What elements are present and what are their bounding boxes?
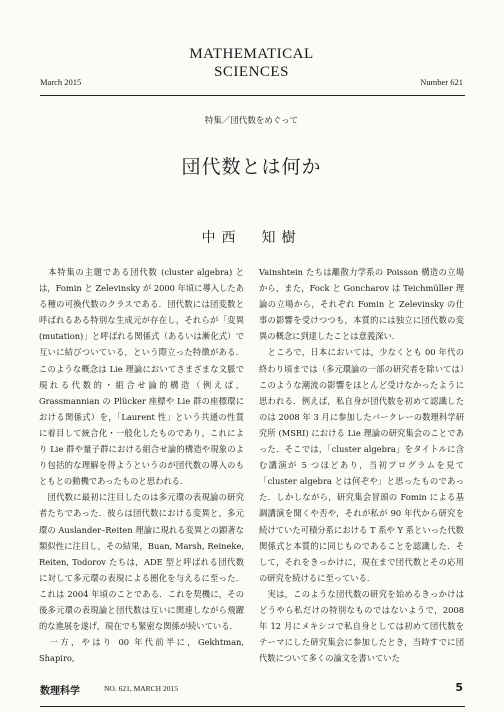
series-label: 特集／団代数をめぐって [204, 116, 299, 126]
paragraph: 一方，やはり 00 年代前半に，Gekhtman, Shapiro, [39, 637, 244, 664]
paragraph: 団代数に最初に注目したのは多元環の表現論の研究者たちであった．彼らは団代数における変異と，多元環の Auslander–Reiten 理論に現れる変異との顕著な類似性に注目し，その結果，Buan, Marsh, Reineke, Reiten, Todorov たちは，ADE 型と呼ばれる団代数に対して多元環の表現による圏化を与えるに至った．これは 2004 年頃のことである．これを契機に，その後多元環の表現論と団代数は互いに関連しながら飛躍的な進展を遂げ，現在でも緊密な関係が続いている． [39, 492, 244, 632]
issue-date: March 2015 [40, 77, 82, 87]
magazine-title-line2: SCIENCES [214, 64, 289, 80]
paragraph: Vainshtein たちは離散力学系の Poisson 構造の立場から，また，Fock と Goncharov は Teichmüller 理論の立場から，それぞれ Fomin と Zelevinsky の仕事の影響を受けつつも，本質的には独立に団代数の変異の概念に到達したことは意義深い． [259, 267, 464, 342]
article-author: 中西 知樹 [201, 230, 302, 246]
paragraph: 本特集の主題である団代数 (cluster algebra) とは，Fomin と Zelevinsky が 2000 年頃に導入したある種の可換代数のクラスである．団代数には団変数と呼ばれるある特別な生成元が存在し，それらが「変異 (mutation)」と呼ばれる関係式（あるいは漸化式）で互いに結びついている，という際立った特徴がある．このような概念は Lie 理論においてさまざまな文脈で現れる代数的・組合せ論的構造（例えば，Grassmannian の Plücker 座標や Lie 群の座標環における関係式）を，「Laurent 性」という共通の性質に着目して統合化・一般化したものであり，これにより Lie 群や量子群における組合せ論的構造や現象のより包括的な理解を得ようというのが団代数の導入のもともとの動機であったものと思われる． [39, 267, 244, 487]
article-title: 団代数とは何か [181, 156, 322, 178]
journal-name: 数理科学 [40, 686, 80, 697]
page-number: 5 [455, 681, 463, 694]
footer-divider [40, 706, 465, 707]
footer-issue-info: NO. 621, MARCH 2015 [104, 684, 178, 693]
paragraph: 実は，このような団代数の研究を始めるきっかけはどうやら私だけの特別なものではないようで，2008 年 12 月にメキシコで私自身としては初めて団代数をテーマにした研究集会に参加したとき，当時すでに団代数について多くの論文を書いていた [259, 588, 464, 664]
magazine-title-line1: MATHEMATICAL [189, 46, 314, 62]
body-column-right [259, 264, 464, 666]
paragraph: ところで，日本においては，少なくとも 00 年代の終わり頃までは（多元環論の一部の研究者を除いては）このような潮流の影響をほとんど受けなかったように思われる．例えば，私自身が団代数を初めて認識したのは 2008 年 3 月に参加したバークレーの数理科学研究所 (MSRI) における Lie 理論の研究集会のことであった．そこでは，「cluster algebra」をタイトルに含む講演が 5 つほどあり，当初プログラムを見て「cluster algebra とは何ぞや」と思ったものであった．しかしながら，研究集会冒頭の Fomin による基調講演を聞くや否や，それが私が 90 年代から研究を続けていた可積分系における T 系や Y 系といった代数関係式と本質的に同じものであることを認識した．そして，それをきっかけに，現在まで団代数とその応用の研究を続けるに至っている． [259, 347, 464, 583]
header-divider [40, 95, 465, 96]
issue-number: Number 621 [420, 77, 463, 87]
body-column-left [39, 264, 244, 666]
